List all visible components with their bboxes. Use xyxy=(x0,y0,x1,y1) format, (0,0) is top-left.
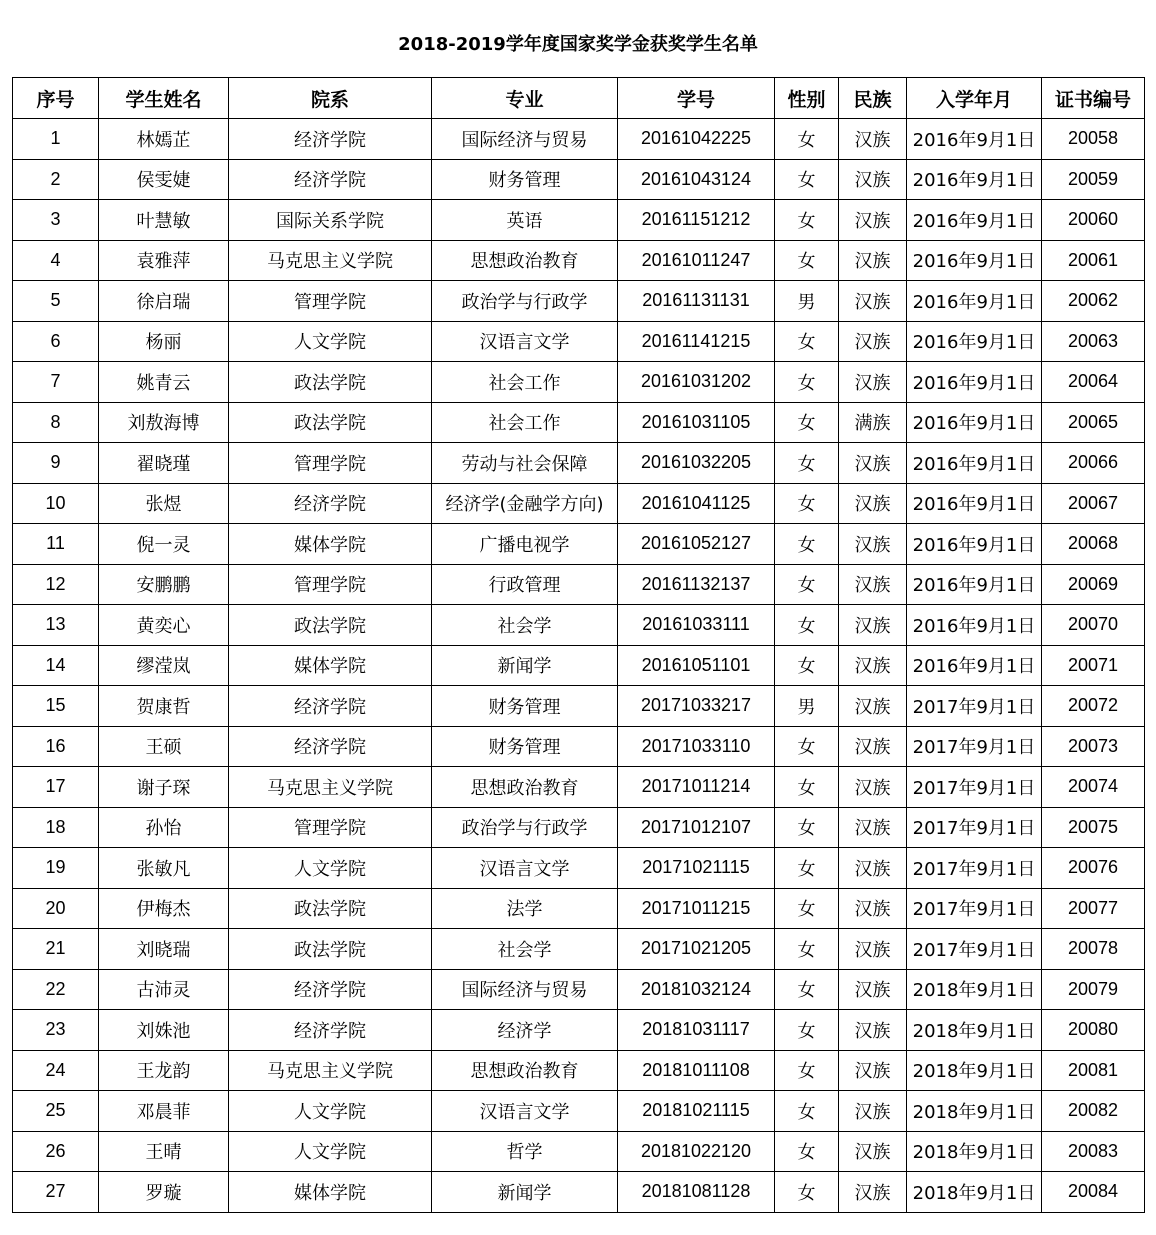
gender-cell: 女 xyxy=(775,200,839,241)
table-row xyxy=(13,848,1145,889)
certificate-number-cell: 20076 xyxy=(1042,848,1145,889)
table-row xyxy=(13,767,1145,808)
student-name-cell: 贺康哲 xyxy=(99,686,229,727)
student-name-cell: 黄奕心 xyxy=(99,605,229,646)
ethnicity-cell: 汉族 xyxy=(839,726,907,767)
certificate-number-cell: 20084 xyxy=(1042,1172,1145,1213)
header-student-id: 学号 xyxy=(618,78,775,119)
enrollment-date-cell: 2018年9月1日 xyxy=(907,1050,1042,1091)
certificate-number-cell: 20069 xyxy=(1042,564,1145,605)
certificate-number-cell: 20070 xyxy=(1042,605,1145,646)
gender-cell: 女 xyxy=(775,1131,839,1172)
ethnicity-cell: 汉族 xyxy=(839,483,907,524)
ethnicity-cell: 汉族 xyxy=(839,564,907,605)
student-name-cell: 刘姝池 xyxy=(99,1010,229,1051)
student-name-cell: 侯雯婕 xyxy=(99,159,229,200)
index-cell: 11 xyxy=(13,524,99,565)
major-cell: 国际经济与贸易 xyxy=(432,969,618,1010)
certificate-number-cell: 20060 xyxy=(1042,200,1145,241)
department-cell: 人文学院 xyxy=(229,321,432,362)
gender-cell: 女 xyxy=(775,159,839,200)
student-id-cell: 20161043124 xyxy=(618,159,775,200)
table-row xyxy=(13,1131,1145,1172)
major-cell: 广播电视学 xyxy=(432,524,618,565)
gender-cell: 女 xyxy=(775,726,839,767)
table-row xyxy=(13,483,1145,524)
major-cell: 英语 xyxy=(432,200,618,241)
certificate-number-cell: 20065 xyxy=(1042,402,1145,443)
enrollment-date-cell: 2017年9月1日 xyxy=(907,888,1042,929)
header-major: 专业 xyxy=(432,78,618,119)
index-cell: 23 xyxy=(13,1010,99,1051)
enrollment-date-cell: 2017年9月1日 xyxy=(907,686,1042,727)
ethnicity-cell: 汉族 xyxy=(839,645,907,686)
student-name-cell: 张敏凡 xyxy=(99,848,229,889)
index-cell: 16 xyxy=(13,726,99,767)
enrollment-date-cell: 2016年9月1日 xyxy=(907,524,1042,565)
certificate-number-cell: 20066 xyxy=(1042,443,1145,484)
major-cell: 汉语言文学 xyxy=(432,1091,618,1132)
index-cell: 3 xyxy=(13,200,99,241)
student-id-cell: 20181031117 xyxy=(618,1010,775,1051)
enrollment-date-cell: 2016年9月1日 xyxy=(907,240,1042,281)
ethnicity-cell: 汉族 xyxy=(839,443,907,484)
department-cell: 管理学院 xyxy=(229,281,432,322)
index-cell: 12 xyxy=(13,564,99,605)
gender-cell: 女 xyxy=(775,483,839,524)
index-cell: 17 xyxy=(13,767,99,808)
table-row xyxy=(13,200,1145,241)
certificate-number-cell: 20081 xyxy=(1042,1050,1145,1091)
index-cell: 13 xyxy=(13,605,99,646)
department-cell: 管理学院 xyxy=(229,443,432,484)
table-row xyxy=(13,686,1145,727)
student-name-cell: 罗璇 xyxy=(99,1172,229,1213)
student-name-cell: 张煜 xyxy=(99,483,229,524)
student-id-cell: 20161041125 xyxy=(618,483,775,524)
ethnicity-cell: 汉族 xyxy=(839,1172,907,1213)
student-name-cell: 孙怡 xyxy=(99,807,229,848)
gender-cell: 女 xyxy=(775,1172,839,1213)
major-cell: 社会学 xyxy=(432,929,618,970)
certificate-number-cell: 20080 xyxy=(1042,1010,1145,1051)
certificate-number-cell: 20059 xyxy=(1042,159,1145,200)
department-cell: 政法学院 xyxy=(229,888,432,929)
gender-cell: 女 xyxy=(775,807,839,848)
department-cell: 经济学院 xyxy=(229,969,432,1010)
table-row xyxy=(13,1050,1145,1091)
header-department: 院系 xyxy=(229,78,432,119)
gender-cell: 女 xyxy=(775,564,839,605)
student-name-cell: 王硕 xyxy=(99,726,229,767)
enrollment-date-cell: 2016年9月1日 xyxy=(907,281,1042,322)
student-id-cell: 20181022120 xyxy=(618,1131,775,1172)
certificate-number-cell: 20058 xyxy=(1042,119,1145,160)
index-cell: 4 xyxy=(13,240,99,281)
ethnicity-cell: 汉族 xyxy=(839,605,907,646)
table-row xyxy=(13,1091,1145,1132)
ethnicity-cell: 汉族 xyxy=(839,524,907,565)
department-cell: 媒体学院 xyxy=(229,645,432,686)
gender-cell: 女 xyxy=(775,1091,839,1132)
ethnicity-cell: 汉族 xyxy=(839,807,907,848)
student-id-cell: 20161032205 xyxy=(618,443,775,484)
student-id-cell: 20171033110 xyxy=(618,726,775,767)
enrollment-date-cell: 2017年9月1日 xyxy=(907,726,1042,767)
student-id-cell: 20171012107 xyxy=(618,807,775,848)
major-cell: 法学 xyxy=(432,888,618,929)
student-name-cell: 袁雅萍 xyxy=(99,240,229,281)
major-cell: 政治学与行政学 xyxy=(432,807,618,848)
gender-cell: 女 xyxy=(775,605,839,646)
student-id-cell: 20181011108 xyxy=(618,1050,775,1091)
certificate-number-cell: 20067 xyxy=(1042,483,1145,524)
table-row xyxy=(13,1172,1145,1213)
major-cell: 国际经济与贸易 xyxy=(432,119,618,160)
gender-cell: 女 xyxy=(775,402,839,443)
header-enrollment-date: 入学年月 xyxy=(907,78,1042,119)
enrollment-date-cell: 2018年9月1日 xyxy=(907,1131,1042,1172)
header-certificate-number: 证书编号 xyxy=(1042,78,1145,119)
table-row xyxy=(13,645,1145,686)
student-name-cell: 杨丽 xyxy=(99,321,229,362)
table-row xyxy=(13,524,1145,565)
certificate-number-cell: 20061 xyxy=(1042,240,1145,281)
department-cell: 人文学院 xyxy=(229,1131,432,1172)
enrollment-date-cell: 2016年9月1日 xyxy=(907,443,1042,484)
table-row xyxy=(13,726,1145,767)
table-row xyxy=(13,240,1145,281)
index-cell: 8 xyxy=(13,402,99,443)
index-cell: 5 xyxy=(13,281,99,322)
certificate-number-cell: 20075 xyxy=(1042,807,1145,848)
ethnicity-cell: 汉族 xyxy=(839,362,907,403)
ethnicity-cell: 汉族 xyxy=(839,848,907,889)
student-name-cell: 倪一灵 xyxy=(99,524,229,565)
enrollment-date-cell: 2016年9月1日 xyxy=(907,321,1042,362)
index-cell: 18 xyxy=(13,807,99,848)
student-id-cell: 20171021205 xyxy=(618,929,775,970)
major-cell: 社会工作 xyxy=(432,402,618,443)
student-name-cell: 伊梅杰 xyxy=(99,888,229,929)
department-cell: 媒体学院 xyxy=(229,524,432,565)
gender-cell: 女 xyxy=(775,1050,839,1091)
enrollment-date-cell: 2016年9月1日 xyxy=(907,645,1042,686)
table-row xyxy=(13,321,1145,362)
header-gender: 性别 xyxy=(775,78,839,119)
student-id-cell: 20161131131 xyxy=(618,281,775,322)
gender-cell: 男 xyxy=(775,281,839,322)
student-id-cell: 20161151212 xyxy=(618,200,775,241)
index-cell: 21 xyxy=(13,929,99,970)
department-cell: 经济学院 xyxy=(229,119,432,160)
enrollment-date-cell: 2018年9月1日 xyxy=(907,1010,1042,1051)
enrollment-date-cell: 2018年9月1日 xyxy=(907,969,1042,1010)
certificate-number-cell: 20073 xyxy=(1042,726,1145,767)
certificate-number-cell: 20072 xyxy=(1042,686,1145,727)
department-cell: 经济学院 xyxy=(229,483,432,524)
gender-cell: 女 xyxy=(775,888,839,929)
table-row xyxy=(13,564,1145,605)
certificate-number-cell: 20078 xyxy=(1042,929,1145,970)
index-cell: 27 xyxy=(13,1172,99,1213)
gender-cell: 女 xyxy=(775,240,839,281)
student-id-cell: 20171033217 xyxy=(618,686,775,727)
major-cell: 财务管理 xyxy=(432,686,618,727)
student-id-cell: 20161141215 xyxy=(618,321,775,362)
major-cell: 思想政治教育 xyxy=(432,767,618,808)
major-cell: 行政管理 xyxy=(432,564,618,605)
enrollment-date-cell: 2016年9月1日 xyxy=(907,159,1042,200)
department-cell: 人文学院 xyxy=(229,848,432,889)
department-cell: 经济学院 xyxy=(229,1010,432,1051)
certificate-number-cell: 20071 xyxy=(1042,645,1145,686)
ethnicity-cell: 汉族 xyxy=(839,240,907,281)
student-name-cell: 古沛灵 xyxy=(99,969,229,1010)
department-cell: 政法学院 xyxy=(229,929,432,970)
enrollment-date-cell: 2017年9月1日 xyxy=(907,807,1042,848)
department-cell: 政法学院 xyxy=(229,605,432,646)
enrollment-date-cell: 2016年9月1日 xyxy=(907,564,1042,605)
index-cell: 15 xyxy=(13,686,99,727)
table-row xyxy=(13,402,1145,443)
major-cell: 经济学 xyxy=(432,1010,618,1051)
table-row xyxy=(13,888,1145,929)
gender-cell: 女 xyxy=(775,848,839,889)
ethnicity-cell: 汉族 xyxy=(839,767,907,808)
gender-cell: 女 xyxy=(775,524,839,565)
department-cell: 国际关系学院 xyxy=(229,200,432,241)
department-cell: 政法学院 xyxy=(229,362,432,403)
student-id-cell: 20161051101 xyxy=(618,645,775,686)
ethnicity-cell: 汉族 xyxy=(839,1010,907,1051)
enrollment-date-cell: 2018年9月1日 xyxy=(907,1091,1042,1132)
student-id-cell: 20161132137 xyxy=(618,564,775,605)
department-cell: 政法学院 xyxy=(229,402,432,443)
gender-cell: 女 xyxy=(775,1010,839,1051)
ethnicity-cell: 汉族 xyxy=(839,1050,907,1091)
major-cell: 新闻学 xyxy=(432,1172,618,1213)
index-cell: 6 xyxy=(13,321,99,362)
ethnicity-cell: 汉族 xyxy=(839,1091,907,1132)
ethnicity-cell: 汉族 xyxy=(839,159,907,200)
table-row xyxy=(13,362,1145,403)
enrollment-date-cell: 2016年9月1日 xyxy=(907,362,1042,403)
ethnicity-cell: 汉族 xyxy=(839,321,907,362)
student-name-cell: 刘晓瑞 xyxy=(99,929,229,970)
student-id-cell: 20161042225 xyxy=(618,119,775,160)
student-id-cell: 20161031202 xyxy=(618,362,775,403)
gender-cell: 女 xyxy=(775,929,839,970)
department-cell: 马克思主义学院 xyxy=(229,240,432,281)
gender-cell: 女 xyxy=(775,362,839,403)
enrollment-date-cell: 2017年9月1日 xyxy=(907,848,1042,889)
major-cell: 财务管理 xyxy=(432,159,618,200)
major-cell: 汉语言文学 xyxy=(432,848,618,889)
major-cell: 汉语言文学 xyxy=(432,321,618,362)
enrollment-date-cell: 2016年9月1日 xyxy=(907,119,1042,160)
student-id-cell: 20181081128 xyxy=(618,1172,775,1213)
certificate-number-cell: 20079 xyxy=(1042,969,1145,1010)
major-cell: 社会工作 xyxy=(432,362,618,403)
enrollment-date-cell: 2016年9月1日 xyxy=(907,605,1042,646)
student-id-cell: 20161052127 xyxy=(618,524,775,565)
student-id-cell: 20161033111 xyxy=(618,605,775,646)
certificate-number-cell: 20062 xyxy=(1042,281,1145,322)
student-id-cell: 20171011214 xyxy=(618,767,775,808)
major-cell: 劳动与社会保障 xyxy=(432,443,618,484)
header-index: 序号 xyxy=(13,78,99,119)
header-row xyxy=(13,78,1145,119)
student-name-cell: 翟晓瑾 xyxy=(99,443,229,484)
ethnicity-cell: 汉族 xyxy=(839,119,907,160)
gender-cell: 女 xyxy=(775,443,839,484)
ethnicity-cell: 汉族 xyxy=(839,281,907,322)
header-student-name: 学生姓名 xyxy=(99,78,229,119)
enrollment-date-cell: 2016年9月1日 xyxy=(907,483,1042,524)
major-cell: 经济学(金融学方向) xyxy=(432,483,618,524)
enrollment-date-cell: 2018年9月1日 xyxy=(907,1172,1042,1213)
index-cell: 26 xyxy=(13,1131,99,1172)
index-cell: 19 xyxy=(13,848,99,889)
student-id-cell: 20171011215 xyxy=(618,888,775,929)
student-name-cell: 谢子琛 xyxy=(99,767,229,808)
index-cell: 20 xyxy=(13,888,99,929)
index-cell: 1 xyxy=(13,119,99,160)
enrollment-date-cell: 2016年9月1日 xyxy=(907,200,1042,241)
gender-cell: 女 xyxy=(775,645,839,686)
ethnicity-cell: 汉族 xyxy=(839,888,907,929)
table-body xyxy=(13,119,1145,1213)
department-cell: 人文学院 xyxy=(229,1091,432,1132)
student-name-cell: 叶慧敏 xyxy=(99,200,229,241)
student-name-cell: 安鹏鹏 xyxy=(99,564,229,605)
award-table xyxy=(12,77,1145,1213)
enrollment-date-cell: 2016年9月1日 xyxy=(907,402,1042,443)
major-cell: 新闻学 xyxy=(432,645,618,686)
student-id-cell: 20181021115 xyxy=(618,1091,775,1132)
index-cell: 9 xyxy=(13,443,99,484)
header-ethnicity: 民族 xyxy=(839,78,907,119)
table-row xyxy=(13,119,1145,160)
student-name-cell: 邓晨菲 xyxy=(99,1091,229,1132)
student-id-cell: 20181032124 xyxy=(618,969,775,1010)
ethnicity-cell: 汉族 xyxy=(839,969,907,1010)
student-name-cell: 王晴 xyxy=(99,1131,229,1172)
index-cell: 7 xyxy=(13,362,99,403)
index-cell: 24 xyxy=(13,1050,99,1091)
certificate-number-cell: 20063 xyxy=(1042,321,1145,362)
department-cell: 经济学院 xyxy=(229,686,432,727)
gender-cell: 女 xyxy=(775,969,839,1010)
ethnicity-cell: 汉族 xyxy=(839,200,907,241)
table-row xyxy=(13,929,1145,970)
table-row xyxy=(13,1010,1145,1051)
department-cell: 经济学院 xyxy=(229,159,432,200)
major-cell: 哲学 xyxy=(432,1131,618,1172)
department-cell: 管理学院 xyxy=(229,564,432,605)
major-cell: 社会学 xyxy=(432,605,618,646)
gender-cell: 男 xyxy=(775,686,839,727)
student-id-cell: 20171021115 xyxy=(618,848,775,889)
ethnicity-cell: 汉族 xyxy=(839,929,907,970)
enrollment-date-cell: 2017年9月1日 xyxy=(907,767,1042,808)
student-name-cell: 徐启瑞 xyxy=(99,281,229,322)
major-cell: 思想政治教育 xyxy=(432,240,618,281)
gender-cell: 女 xyxy=(775,119,839,160)
student-name-cell: 王龙韵 xyxy=(99,1050,229,1091)
department-cell: 管理学院 xyxy=(229,807,432,848)
table-row xyxy=(13,807,1145,848)
table-row xyxy=(13,969,1145,1010)
ethnicity-cell: 汉族 xyxy=(839,1131,907,1172)
index-cell: 2 xyxy=(13,159,99,200)
certificate-number-cell: 20068 xyxy=(1042,524,1145,565)
certificate-number-cell: 20083 xyxy=(1042,1131,1145,1172)
ethnicity-cell: 汉族 xyxy=(839,686,907,727)
major-cell: 财务管理 xyxy=(432,726,618,767)
gender-cell: 女 xyxy=(775,767,839,808)
table-row xyxy=(13,443,1145,484)
ethnicity-cell: 满族 xyxy=(839,402,907,443)
student-id-cell: 20161011247 xyxy=(618,240,775,281)
major-cell: 思想政治教育 xyxy=(432,1050,618,1091)
student-name-cell: 缪滢岚 xyxy=(99,645,229,686)
student-id-cell: 20161031105 xyxy=(618,402,775,443)
student-name-cell: 姚青云 xyxy=(99,362,229,403)
certificate-number-cell: 20064 xyxy=(1042,362,1145,403)
index-cell: 14 xyxy=(13,645,99,686)
department-cell: 经济学院 xyxy=(229,726,432,767)
major-cell: 政治学与行政学 xyxy=(432,281,618,322)
table-row xyxy=(13,605,1145,646)
index-cell: 10 xyxy=(13,483,99,524)
index-cell: 22 xyxy=(13,969,99,1010)
table-row xyxy=(13,281,1145,322)
certificate-number-cell: 20074 xyxy=(1042,767,1145,808)
gender-cell: 女 xyxy=(775,321,839,362)
department-cell: 媒体学院 xyxy=(229,1172,432,1213)
page-title: 2018-2019学年度国家奖学金获奖学生名单 xyxy=(398,34,758,55)
student-name-cell: 刘敖海博 xyxy=(99,402,229,443)
department-cell: 马克思主义学院 xyxy=(229,767,432,808)
department-cell: 马克思主义学院 xyxy=(229,1050,432,1091)
table-row xyxy=(13,159,1145,200)
enrollment-date-cell: 2017年9月1日 xyxy=(907,929,1042,970)
certificate-number-cell: 20082 xyxy=(1042,1091,1145,1132)
student-name-cell: 林嫣芷 xyxy=(99,119,229,160)
certificate-number-cell: 20077 xyxy=(1042,888,1145,929)
index-cell: 25 xyxy=(13,1091,99,1132)
